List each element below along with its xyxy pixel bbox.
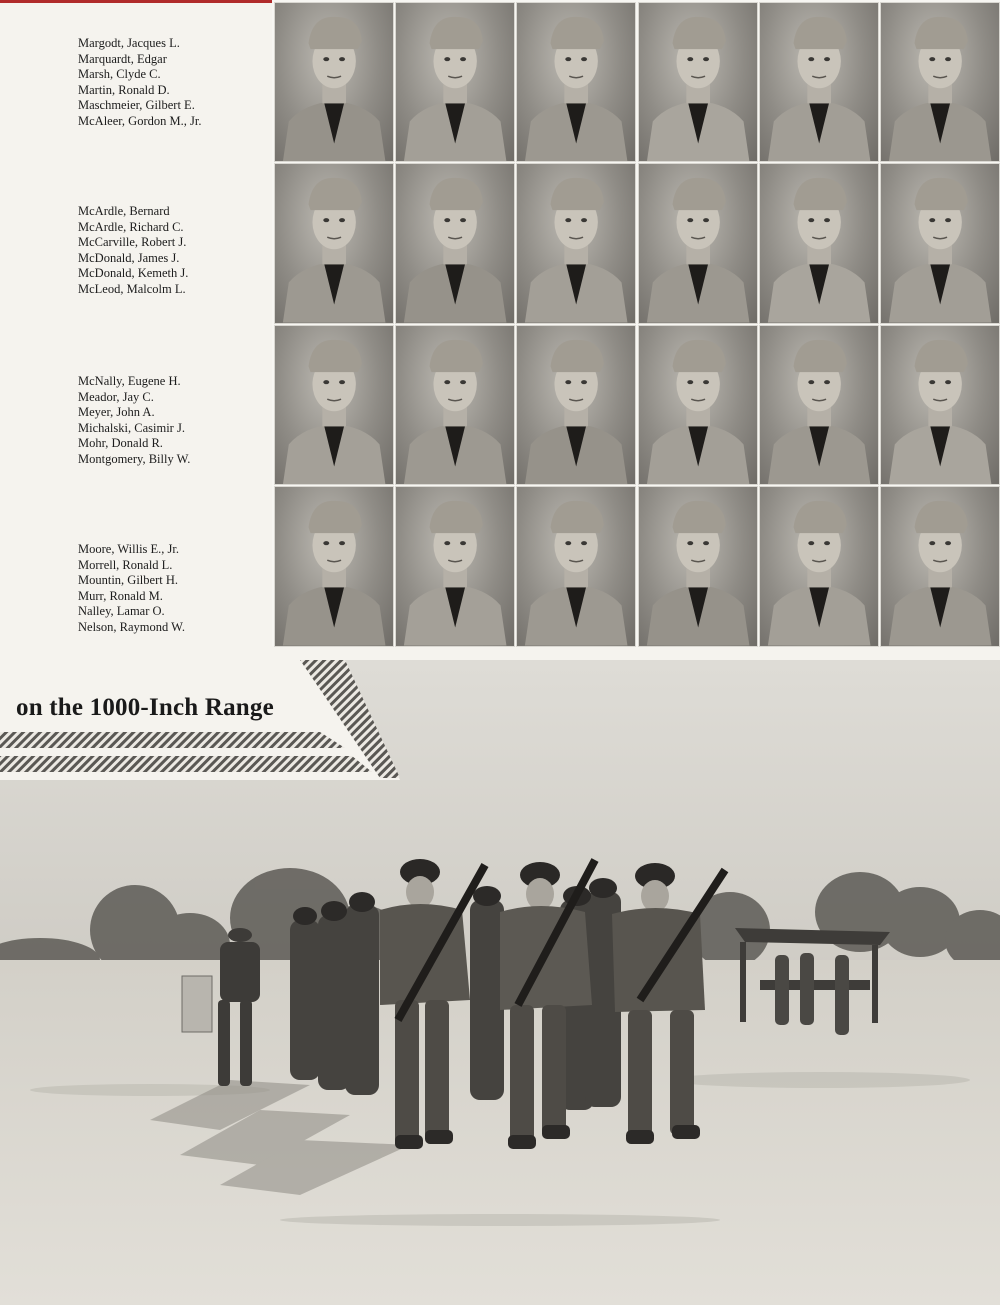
portrait-photo	[395, 325, 515, 486]
portrait-photo	[274, 163, 394, 324]
portrait-photo	[395, 486, 515, 647]
portrait-photo	[638, 325, 758, 486]
roster-name: Martin, Ronald D.	[78, 82, 170, 97]
portrait-photo	[274, 486, 394, 647]
portrait-photo	[395, 163, 515, 324]
roster-name: Montgomery, Billy W.	[78, 451, 191, 466]
portrait-photo	[880, 325, 1000, 486]
roster-name: McDonald, James J.	[78, 250, 180, 265]
roster-name: Mountin, Gilbert H.	[78, 573, 178, 588]
roster-name: McAleer, Gordon M., Jr.	[78, 113, 202, 128]
portrait-photo	[759, 325, 879, 486]
roster-names-row-1	[78, 36, 268, 130]
portrait-photo	[638, 486, 758, 647]
roster-name: Morrell, Ronald L.	[78, 557, 173, 572]
portrait-photo	[516, 2, 636, 163]
roster-name: Nalley, Lamar O.	[78, 604, 165, 619]
roster-names-row-3	[78, 374, 268, 468]
portrait-photo	[274, 325, 394, 486]
roster-name: Michalski, Casimir J.	[78, 420, 185, 435]
roster-name: Marquardt, Edgar	[78, 51, 167, 66]
roster-name: Nelson, Raymond W.	[78, 619, 185, 634]
roster-name: Moore, Willis E., Jr.	[78, 542, 180, 556]
roster-name: McArdle, Bernard	[78, 204, 170, 218]
portrait-photo	[880, 163, 1000, 324]
portrait-photo	[395, 2, 515, 163]
roster-names-row-4	[78, 542, 268, 636]
portrait-photo	[759, 2, 879, 163]
roster-name: McArdle, Richard C.	[78, 219, 184, 234]
roster-name: McLeod, Malcolm L.	[78, 281, 186, 296]
portrait-grid	[272, 0, 1000, 646]
portrait-photo	[516, 325, 636, 486]
roster-name: McNally, Eugene H.	[78, 374, 181, 388]
portrait-photo	[516, 486, 636, 647]
roster-name: McCarville, Robert J.	[78, 235, 187, 250]
roster-names-row-2	[78, 204, 268, 298]
roster-name: Meyer, John A.	[78, 405, 155, 420]
roster-name: Murr, Ronald M.	[78, 588, 163, 603]
roster-name: McDonald, Kemeth J.	[78, 266, 189, 281]
roster-name: Margodt, Jacques L.	[78, 36, 180, 50]
roster-name: Meador, Jay C.	[78, 389, 154, 404]
portrait-photo	[880, 486, 1000, 647]
range-photograph	[0, 660, 1000, 1305]
section-title: on the 1000-Inch Range	[16, 694, 274, 721]
portrait-photo	[638, 2, 758, 163]
portrait-photo	[759, 163, 879, 324]
roster-name: Mohr, Donald R.	[78, 436, 163, 451]
portrait-photo	[516, 163, 636, 324]
portrait-photo	[880, 2, 1000, 163]
portrait-photo	[759, 486, 879, 647]
portrait-photo	[274, 2, 394, 163]
roster-name: Marsh, Clyde C.	[78, 67, 161, 82]
roster-name: Maschmeier, Gilbert E.	[78, 98, 195, 113]
portrait-photo	[638, 163, 758, 324]
